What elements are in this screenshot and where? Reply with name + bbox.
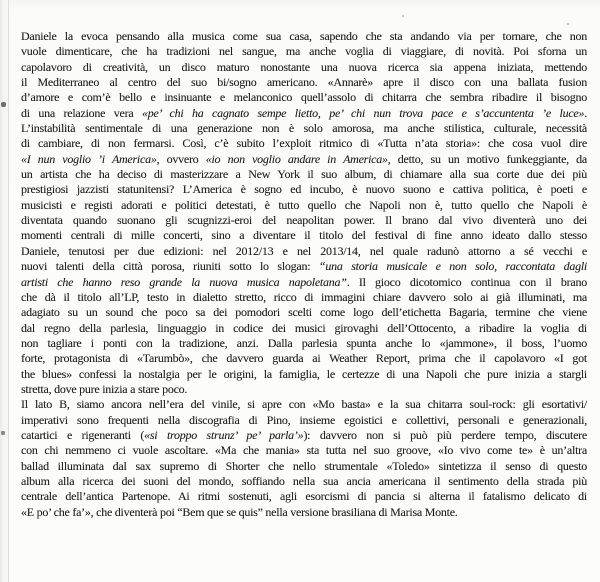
body-text: nuovi talenti della città porosa, riuniti sotto lo slogan: <box>21 259 319 274</box>
body-text: d’amore e com’è bello e insinuante e melanconico quell’assolo di chitarra che sembra ribadire il bisogno <box>21 90 587 105</box>
text-line <box>21 382 587 397</box>
text-line <box>21 351 587 366</box>
body-text: the blues» confessi la nostalgia per le origini, la famiglia, le certezze di una Napoli che pure inizia a stargli <box>21 366 587 381</box>
body-text: , ovvero <box>156 151 206 166</box>
text-line <box>21 106 587 121</box>
page-edge <box>0 0 9 582</box>
body-text: momenti centrali di mille concerti, sino a diventare il titolo del festival di fine anno ideato dallo stesso <box>21 228 587 243</box>
text-line <box>21 397 587 412</box>
text-line <box>21 90 587 105</box>
scan-speck <box>1 431 5 435</box>
body-text: imperativi sono frequenti nella discografia di Pino, insieme egoistici e collettivi, personali e generazionali, <box>21 412 587 427</box>
body-text: L’instabilità sentimentale di una generazione non è solo amorosa, ma anche stilistica, culturale, necessità <box>21 121 587 136</box>
scan-speck <box>1 102 6 107</box>
text-line <box>21 75 587 90</box>
body-text: di una relazione vera <box>21 105 142 120</box>
text-line <box>21 152 587 167</box>
body-text: dal regno della parlesia, linguaggio in codice dei musici girovaghi dell’Ottocento, a ribadire la voglia di <box>21 320 587 335</box>
text-line <box>21 244 587 259</box>
body-text: vuole dimenticare, che ha tradizioni nel sangue, ma anche voglia di viaggiare, di novità. Poi sforna un <box>21 44 587 59</box>
body-text: catartici e rigeneranti ( <box>21 427 145 442</box>
body-text: prestigiosi jazzisti statunitensi? L’America è sogno ed incubo, è nuovo suono e cattiva politica, è poeti e <box>21 182 587 197</box>
body-text: centrale dell’antica Partenope. Ai ritmi sostenuti, agli esorcismi di pancia si alterna il fatalismo delicato di <box>21 489 587 504</box>
text-line <box>21 228 587 243</box>
text-line <box>21 305 587 320</box>
text-line <box>21 367 587 382</box>
text-line <box>21 290 587 305</box>
text-line <box>21 29 587 44</box>
text-line <box>21 213 587 228</box>
body-text: forte, protagonista di «Tarumbò», che davvero guarda ai Weather Report, prima che il capolavoro «I got <box>21 351 587 366</box>
text-line <box>21 167 587 182</box>
text-line <box>21 413 587 428</box>
scan-speck <box>402 15 404 17</box>
body-text: capolavoro di creatività, un disco maturo nonostante una nuova ricerca sia appena iniziata, mettendo <box>21 59 587 74</box>
body-text: . <box>584 105 587 120</box>
body-text: con chi nemmeno ci vuole ascoltare. «Ma che mania» sta tutta nel suo groove, «Io vivo come te» è un’altra <box>21 443 587 458</box>
body-text: di cambiare, di non fermarsi. Così, c’è subito l’exploit ritmico di «Tutta n’ata storia»: che cosa vuol dire <box>21 136 587 151</box>
body-text: ): davvero non si può più perdere tempo, discutere <box>303 427 587 442</box>
body-text: Daniele, tenutosi per due edizioni: nel 2012/13 e nel 2013/14, nel quale radunò attorno a sé vecchi e <box>21 243 587 258</box>
body-text: . Il gioco dicotomico continua con il brano <box>346 274 587 289</box>
text-line <box>21 489 587 504</box>
text-line <box>21 182 587 197</box>
text-line <box>21 474 587 489</box>
body-text: musicisti e registi adorati e politici detestati, è tutto quello che Napoli non è, tutto quello che Napoli è <box>21 197 587 212</box>
body-text: adagiato su un sound che poco sa dei pomodori scelti come logo dell’etichetta Bagaria, termine che viene <box>21 305 587 320</box>
italic-quote-text: «pe’ chi ha cagnato sempe lietto, pe’ chi nun trova pace e s’accuntenta ’e luce» <box>141 105 585 120</box>
body-text: Il lato B, siamo ancora nell’era del vinile, si apre con «Mo basta» e la sua chitarra soul-rock: gli esortativi/ <box>21 397 587 412</box>
body-text: ballad illuminata dal sax supremo di Shorter che nello strumentale «Toledo» sintetizza il senso di questo <box>21 458 587 473</box>
text-line <box>21 428 587 443</box>
italic-quote-text: «io non voglio andare in America» <box>205 151 388 166</box>
text-line <box>21 505 587 520</box>
italic-quote-text: «si troppo strunz’ pe’ parla’» <box>144 427 304 442</box>
liner-notes-text <box>21 29 587 520</box>
text-line <box>21 60 587 75</box>
body-text: , detto, su un motivo funkeggiante, da <box>387 151 587 166</box>
text-line <box>21 321 587 336</box>
body-text: stretta, dove pure inizia a stare poco. <box>21 381 188 396</box>
text-line <box>21 443 587 458</box>
text-line <box>21 121 587 136</box>
body-text: un artista che ha deciso di masterizzare a New York il suo album, di chiamare alla sua corte due dei più <box>21 167 587 182</box>
italic-quote-text: artisti che hanno reso grande la nuova musica napoletana” <box>21 274 347 289</box>
italic-quote-text: «I nun voglio ’i America» <box>21 151 157 166</box>
body-text: il Mediterraneo al centro del suo bi/sogno americano. «Annarè» apre il disco con una ballata fusion <box>21 75 587 90</box>
text-line <box>21 136 587 151</box>
body-text: non tagliare i ponti con la tradizione, anzi. Dalla parlesia spunta anche lo «jammone», il boss, l’uomo <box>21 335 587 350</box>
body-text: diventata quando suonano gli scugnizzi-eroi del neapolitan power. Il brano dal vivo diventerà uno dei <box>21 213 587 228</box>
body-text: «E po’ che fa’», che diventerà poi “Bem que se quis” nella versione brasiliana di Marisa Monte. <box>21 504 458 519</box>
body-text: Daniele la evoca pensando alla musica come sua casa, sapendo che sta andando via per tornare, che non <box>21 29 587 43</box>
body-text: album alla ricerca dei suoni del mondo, soffiando nella sua ancia americana il sentimento della strada più <box>21 473 587 488</box>
text-line <box>21 198 587 213</box>
text-line <box>21 275 587 290</box>
text-line <box>21 459 587 474</box>
text-line <box>21 336 587 351</box>
italic-quote-text: “una storia musicale e non solo, raccontata dagli <box>318 259 587 274</box>
body-text: che dà il titolo all’LP, testo in dialetto stretto, ricco di immagini chiare davvero solo ai già illuminati, ma <box>21 289 587 304</box>
scan-speck <box>567 23 569 25</box>
text-line <box>21 259 587 274</box>
text-line <box>21 44 587 59</box>
